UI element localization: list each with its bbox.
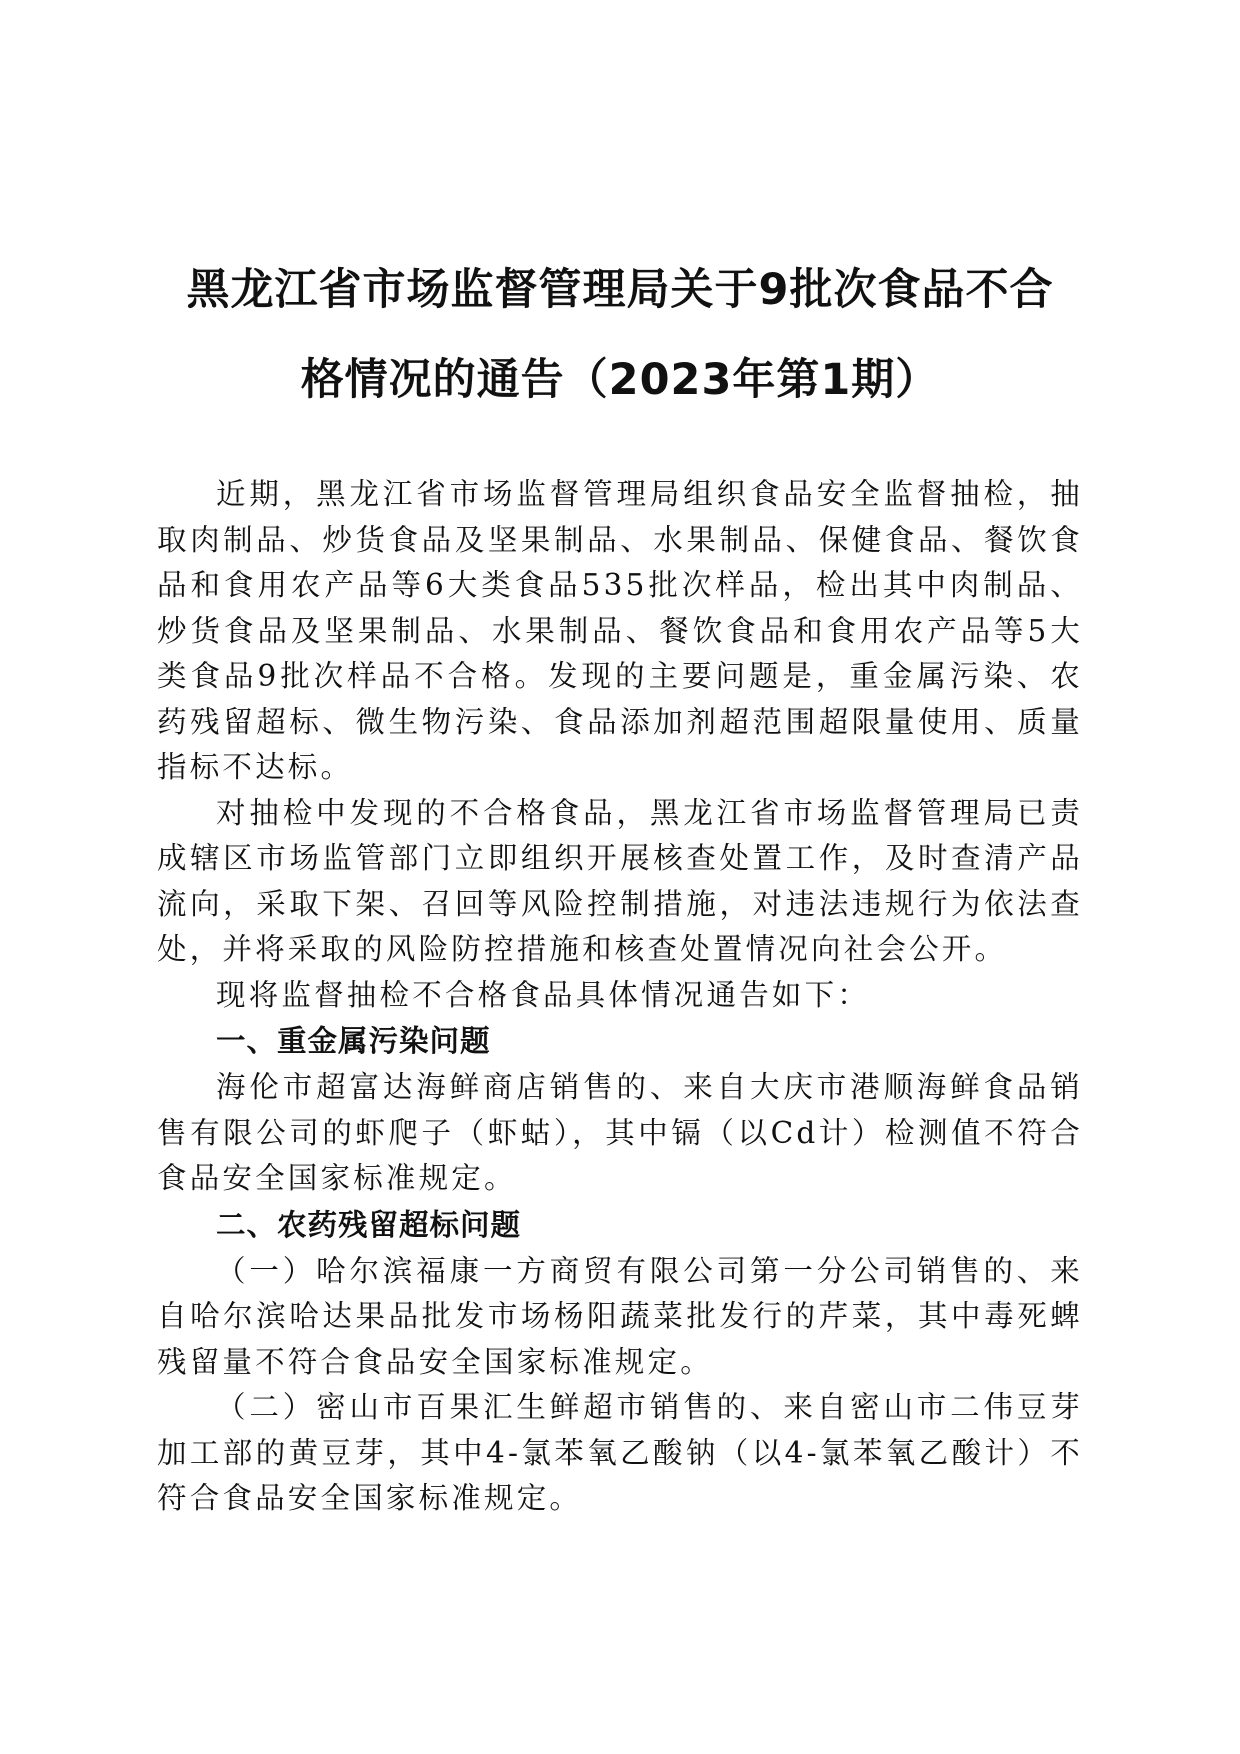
section-heading-pesticide: 二、农药残留超标问题 [216,1207,522,1242]
section-paragraph: 海伦市超富达海鲜商店销售的、来自大庆市港顺海鲜食品销售有限公司的虾爬子（虾蛄），其中镉（以Cd计）检测值不符合食品安全国家标准规定。 [157,1070,1083,1195]
notice-paragraph: 现将监督抽检不合格食品具体情况通告如下： [216,977,871,1012]
intro-paragraph: 近期，黑龙江省市场监督管理局组织食品安全监督抽检，抽取肉制品、炒货食品及坚果制品、水果制品、保健食品、餐饮食品和食用农产品等6大类食品535批次样品，检出其中肉制品、炒货食品及坚果制品、水果制品、餐饮食品和食用农产品等5大类食品9批次样品不合格。发现的主要问题是，重金属污染、农药残留超标、微生物污染、食品添加剂超范围超限量使用、质量指标不达标。 [157,477,1083,784]
document-title-line-1: 黑龙江省市场监督管理局关于9批次食品不合 [186,265,1054,315]
section-paragraph: （一）哈尔滨福康一方商贸有限公司第一分公司销售的、来自哈尔滨哈达果品批发市场杨阳蔬菜批发行的芹菜，其中毒死蜱残留量不符合食品安全国家标准规定。 [157,1253,1083,1379]
section-heading-heavy-metal: 一、重金属污染问题 [216,1024,491,1058]
section-paragraph: （二）密山市百果汇生鲜超市销售的、来自密山市二伟豆芽加工部的黄豆芽，其中4-氯苯氧乙酸钠（以4-氯苯氧乙酸计）不符合食品安全国家标准规定。 [157,1390,1083,1515]
action-paragraph: 对抽检中发现的不合格食品，黑龙江省市场监督管理局已责成辖区市场监管部门立即组织开展核查处置工作，及时查清产品流向，采取下架、召回等风险控制措施，对违法违规行为依法查处，并将采取的风险防控措施和核查处置情况向社会公开。 [157,795,1083,966]
document-body [157,472,1083,1522]
document-title-line-2: 格情况的通告（2023年第1期） [300,355,940,405]
